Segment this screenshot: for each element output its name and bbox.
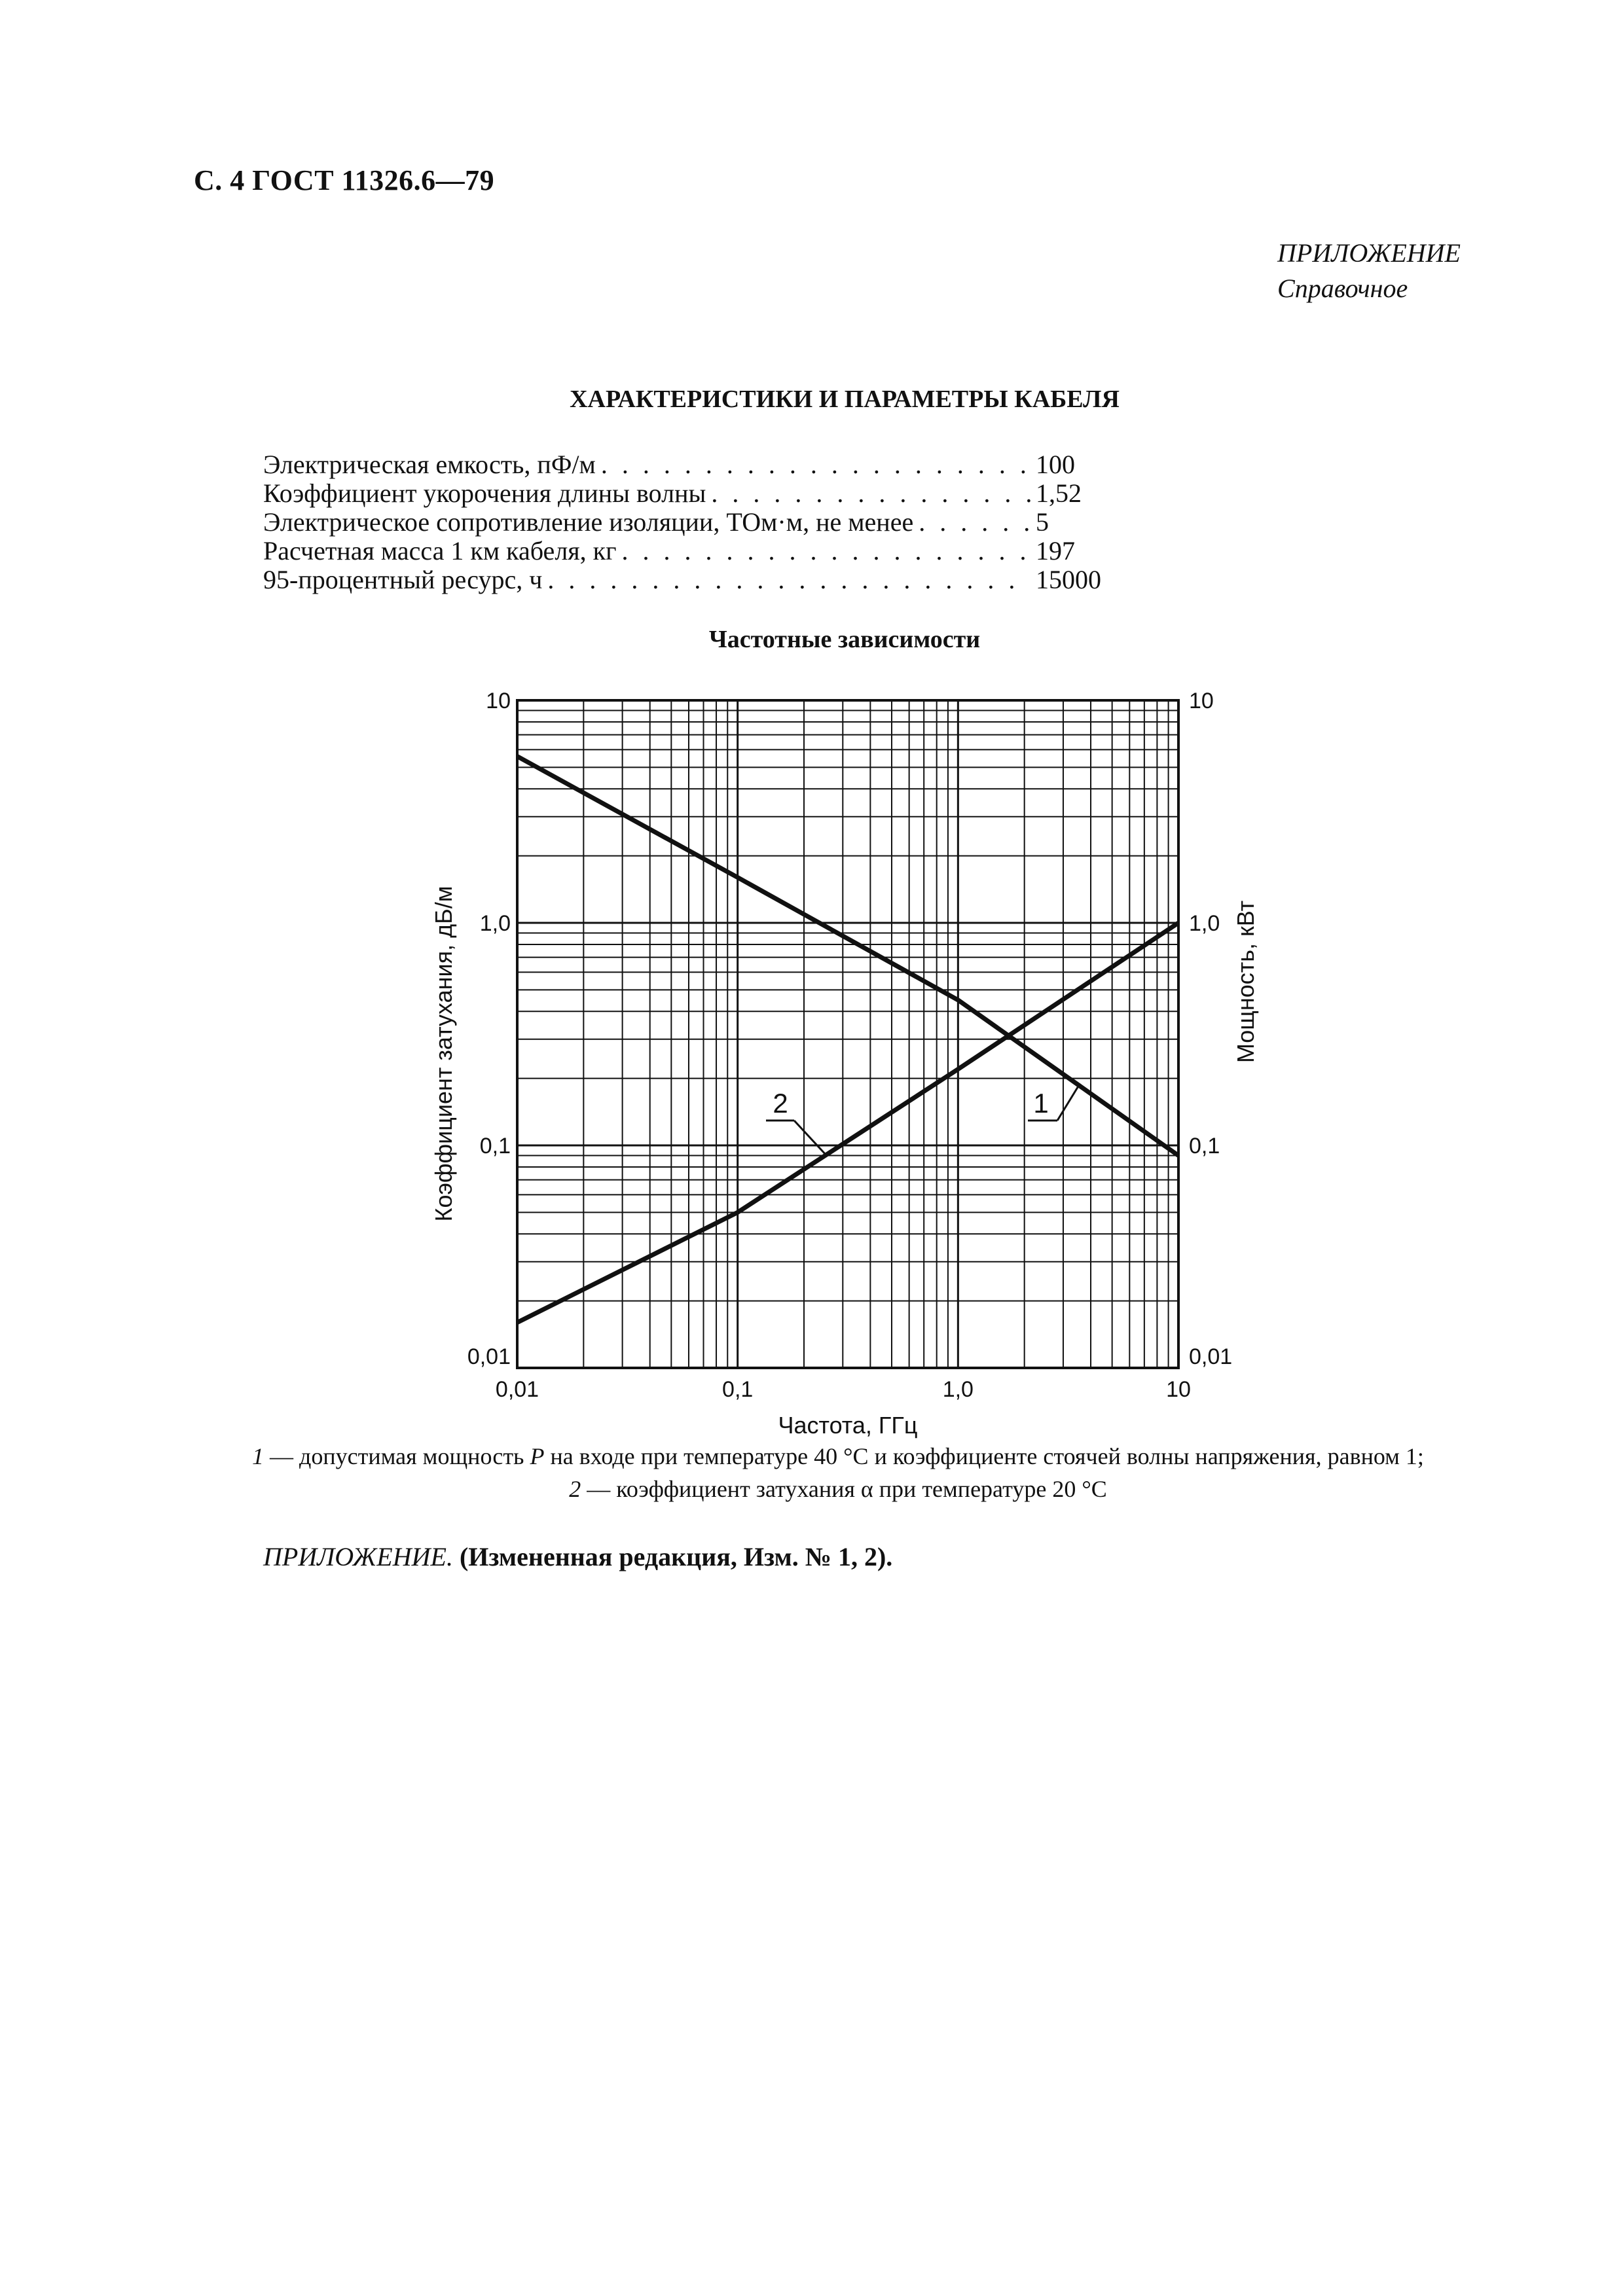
parameter-label: 95-процентный ресурс, ч [263,565,543,594]
leader-dots [919,508,1030,537]
caption-line-1 [216,1440,1460,1473]
parameter-label: Расчетная масса 1 км кабеля, кг [263,536,617,565]
caption-number: 1 [252,1443,264,1469]
x-tick-label: 0,01 [495,1377,539,1402]
figure-caption [216,1440,1460,1505]
page-reference: С. 4 ГОСТ 11326.6—79 [194,164,495,196]
appendix-title: ПРИЛОЖЕНИЕ [1277,238,1461,268]
parameter-value: 1,52 [1036,478,1082,508]
leader-dots [622,537,1030,565]
series-line-2 [517,923,1178,1323]
caption-number: 2 [569,1476,581,1502]
series-label-1: 1 [1033,1088,1049,1119]
y-tick-label-left: 0,1 [479,1134,511,1158]
y-tick-label-left: 0,01 [467,1344,511,1369]
leader-dots [547,565,1030,594]
x-tick-label: 0,1 [722,1377,754,1402]
series-label-2: 2 [773,1088,788,1119]
y-tick-label-left: 1,0 [479,911,511,936]
y-tick-label-right: 10 [1189,689,1214,713]
parameter-row [263,537,1114,565]
y-tick-label-right: 1,0 [1189,911,1220,936]
chart-title: Частотные зависимости [708,626,981,653]
parameter-row [263,565,1114,594]
caption-symbol: P [530,1443,545,1469]
leader-dots [601,450,1030,479]
series-label-leader [794,1121,826,1155]
plot-frame [517,700,1178,1368]
y-axis-label-right: Мощность, кВт [1232,900,1259,1064]
section-title: ХАРАКТЕРИСТИКИ И ПАРАМЕТРЫ КАБЕЛЯ [570,386,1120,413]
parameter-value: 197 [1036,536,1075,565]
appendix-label [1277,236,1461,306]
parameter-value: 100 [1036,450,1075,479]
parameter-row [263,479,1114,508]
y-axis-label-left: Коэффициент затухания, дБ/м [430,886,457,1222]
y-tick-label-left: 10 [486,689,511,713]
x-tick-label: 1,0 [942,1377,974,1402]
appendix-type: Справочное [1277,274,1408,303]
caption-text: — коэффициент затухания α при температуре 20 °С [581,1476,1107,1502]
parameter-value: 15000 [1036,565,1101,594]
revision-appendix: ПРИЛОЖЕНИЕ. [263,1542,453,1571]
parameter-row [263,450,1114,479]
frequency-chart [406,661,1322,1440]
series-label-leader [1057,1085,1079,1121]
x-tick-label: 10 [1166,1377,1191,1402]
parameters-list [263,450,1114,594]
caption-text: на входе при температуре 40 °С и коэффициенте стоячей волны напряжения, равном 1; [544,1443,1424,1469]
parameter-value: 5 [1036,507,1049,537]
parameter-label: Коэффициент укорочения длины волны [263,478,706,508]
y-tick-label-right: 0,01 [1189,1344,1233,1369]
revision-note [263,1541,892,1572]
parameter-label: Электрическое сопротивление изоляции, ТОм·м, не менее [263,507,914,537]
leader-dots [711,479,1030,508]
caption-line-2 [216,1473,1460,1505]
x-axis-label: Частота, ГГц [778,1412,918,1439]
y-tick-label-right: 0,1 [1189,1134,1220,1158]
caption-text: — допустимая мощность [264,1443,530,1469]
revision-text: (Измененная редакция, Изм. № 1, 2). [459,1542,893,1571]
parameter-label: Электрическая емкость, пФ/м [263,450,596,479]
parameter-row [263,508,1114,537]
